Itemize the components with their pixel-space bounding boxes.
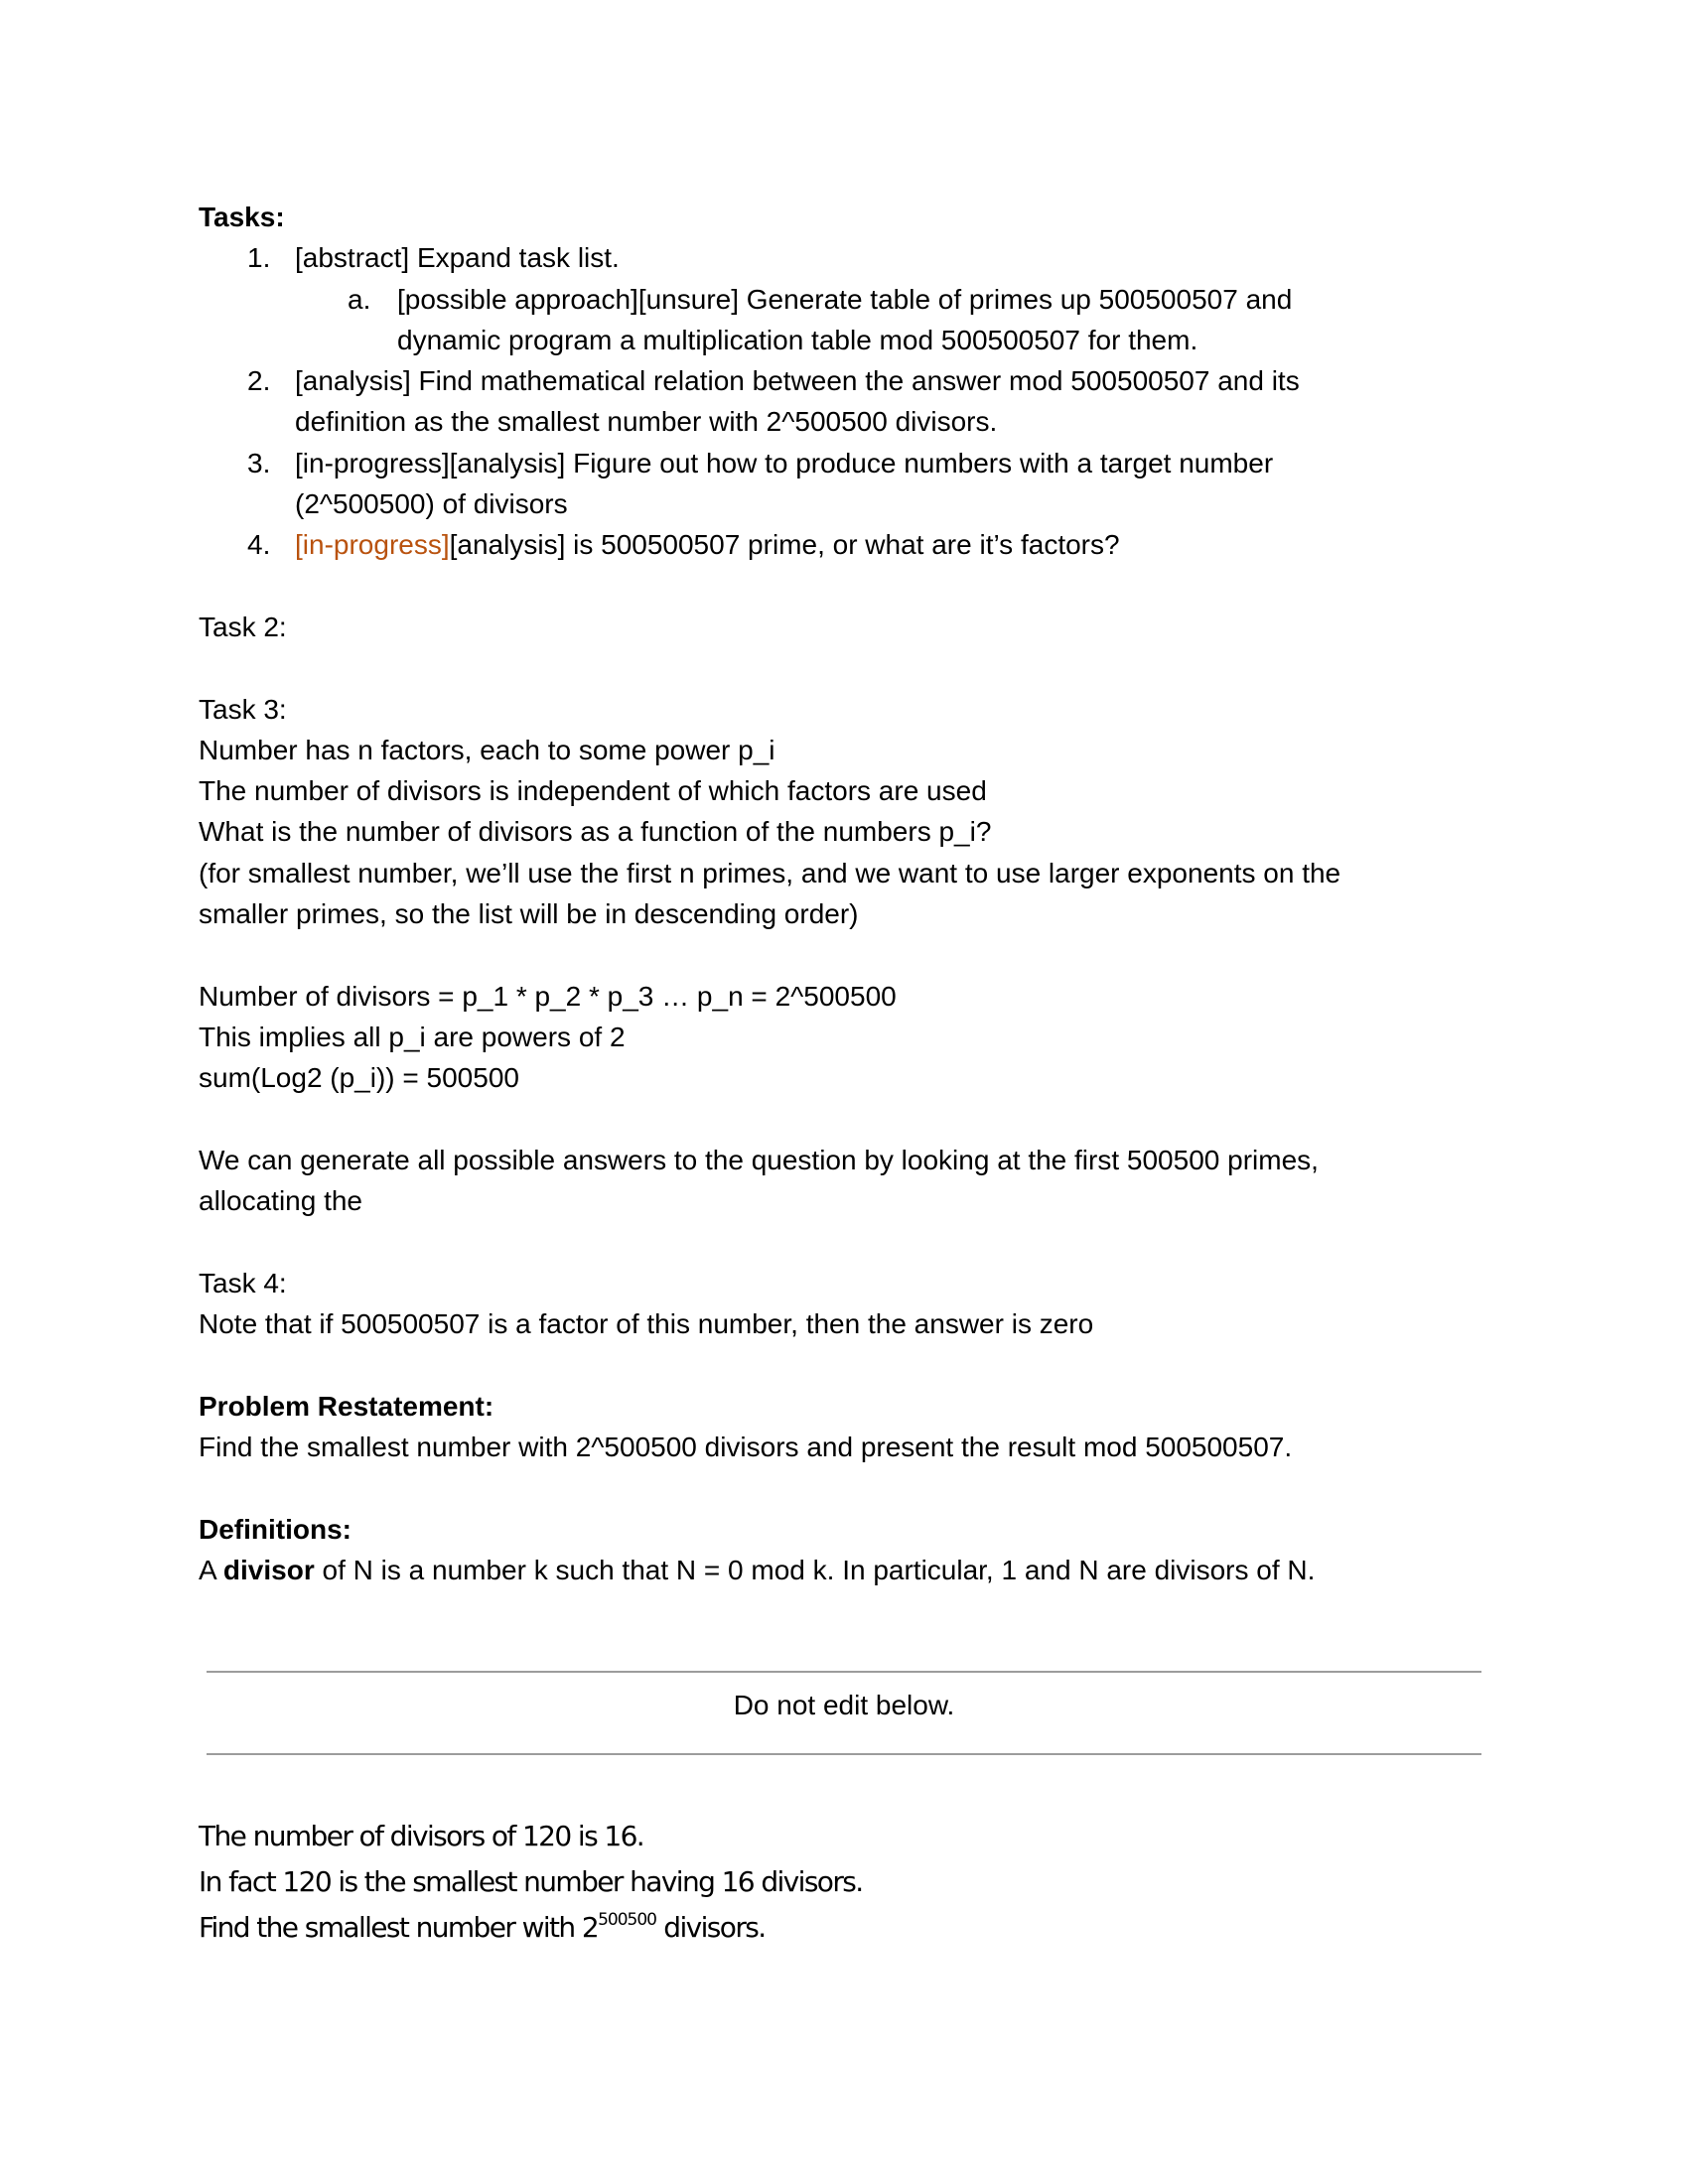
task-item-text: definition as the smallest number with 2^500500 divisors. bbox=[295, 406, 998, 438]
generate-line: allocating the bbox=[199, 1185, 363, 1217]
problem-line-3-before: Find the smallest number with 2 bbox=[199, 1911, 599, 1944]
formula-line: sum(Log2 (p_i)) = 500500 bbox=[199, 1062, 519, 1094]
problem-line-3 bbox=[199, 1905, 863, 1951]
formula-line: Number of divisors = p_1 * p_2 * p_3 … p_n = 2^500500 bbox=[199, 980, 897, 1012]
list-marker: 1. bbox=[247, 242, 271, 274]
task3-line: Number has n factors, each to some power p_i bbox=[199, 734, 775, 765]
list-marker: 3. bbox=[247, 447, 271, 478]
generate-line: We can generate all possible answers to the question by looking at the first 500500 primes, bbox=[199, 1144, 1319, 1175]
task2-heading: Task 2: bbox=[199, 611, 287, 642]
task-item-rest: [analysis] is 500500507 prime, or what are it’s factors? bbox=[449, 529, 1120, 561]
task-item-text: [analysis] Find mathematical relation between the answer mod 500500507 and its bbox=[295, 365, 1300, 397]
blank-line bbox=[199, 1221, 1489, 1262]
editable-notes[interactable] bbox=[199, 197, 1489, 1590]
task4-heading: Task 4: bbox=[199, 1267, 287, 1298]
task-item-text: [in-progress][analysis] Figure out how to produce numbers with a target number bbox=[295, 447, 1274, 478]
blank-line bbox=[199, 1099, 1489, 1140]
task4-line: Note that if 500500507 is a factor of this number, then the answer is zero bbox=[199, 1308, 1094, 1340]
definition-rest: of N is a number k such that N = 0 mod k. In particular, 1 and N are divisors of N. bbox=[314, 1554, 1316, 1585]
do-not-edit-label: Do not edit below. bbox=[733, 1690, 955, 1720]
definitions-heading: Definitions: bbox=[199, 1513, 352, 1545]
task-item-text: [abstract] Expand task list. bbox=[295, 242, 620, 274]
task-item-3-cont bbox=[199, 483, 1489, 524]
task-subitem-a bbox=[199, 279, 1489, 320]
list-marker: 2. bbox=[247, 365, 271, 397]
divider-top-rule bbox=[207, 1671, 1481, 1673]
task3-line: (for smallest number, we’ll use the first n primes, and we want to use larger exponents on the bbox=[199, 857, 1341, 888]
blank-line bbox=[199, 1344, 1489, 1385]
tasks-heading: Tasks: bbox=[199, 202, 285, 232]
task-item-2 bbox=[199, 360, 1489, 401]
definition-divisor bbox=[199, 1550, 1489, 1590]
task-subitem-a-cont bbox=[199, 320, 1489, 360]
formula-line: This implies all p_i are powers of 2 bbox=[199, 1021, 626, 1052]
task-item-3 bbox=[199, 443, 1489, 483]
definition-term: divisor bbox=[222, 1554, 315, 1585]
task-item-4 bbox=[199, 524, 1489, 565]
task-item-text: (2^500500) of divisors bbox=[295, 488, 568, 520]
list-marker: 4. bbox=[247, 529, 271, 561]
restatement-heading: Problem Restatement: bbox=[199, 1390, 494, 1422]
task3-heading: Task 3: bbox=[199, 693, 287, 725]
task-item-2-cont bbox=[199, 401, 1489, 442]
task3-line: The number of divisors is independent of which factors are used bbox=[199, 775, 987, 807]
blank-line bbox=[199, 566, 1489, 607]
task3-line: What is the number of divisors as a function of the numbers p_i? bbox=[199, 816, 992, 848]
blank-line bbox=[199, 647, 1489, 688]
problem-line-1: The number of divisors of 120 is 16. bbox=[199, 1820, 644, 1852]
task-item-text: [possible approach][unsure] Generate table of primes up 500500507 and bbox=[397, 283, 1293, 315]
problem-line-2: In fact 120 is the smallest number having 16 divisors. bbox=[199, 1865, 863, 1898]
problem-statement bbox=[199, 1814, 863, 1951]
divider-bottom-rule bbox=[207, 1753, 1481, 1755]
problem-line-3-after: divisors. bbox=[656, 1911, 766, 1944]
task-item-text bbox=[295, 524, 1120, 565]
blank-line bbox=[199, 934, 1489, 975]
restatement-line: Find the smallest number with 2^500500 divisors and present the result mod 500500507. bbox=[199, 1431, 1293, 1462]
list-marker: a. bbox=[348, 283, 371, 315]
blank-line bbox=[199, 1467, 1489, 1508]
task-item-text: dynamic program a multiplication table mod 500500507 for them. bbox=[397, 324, 1198, 355]
status-tag: [in-progress] bbox=[295, 529, 450, 561]
task3-line: smaller primes, so the list will be in descending order) bbox=[199, 898, 859, 930]
task-item-1 bbox=[199, 237, 1489, 278]
exponent: 500500 bbox=[598, 1909, 656, 1930]
definition-prefix: A bbox=[199, 1554, 223, 1585]
